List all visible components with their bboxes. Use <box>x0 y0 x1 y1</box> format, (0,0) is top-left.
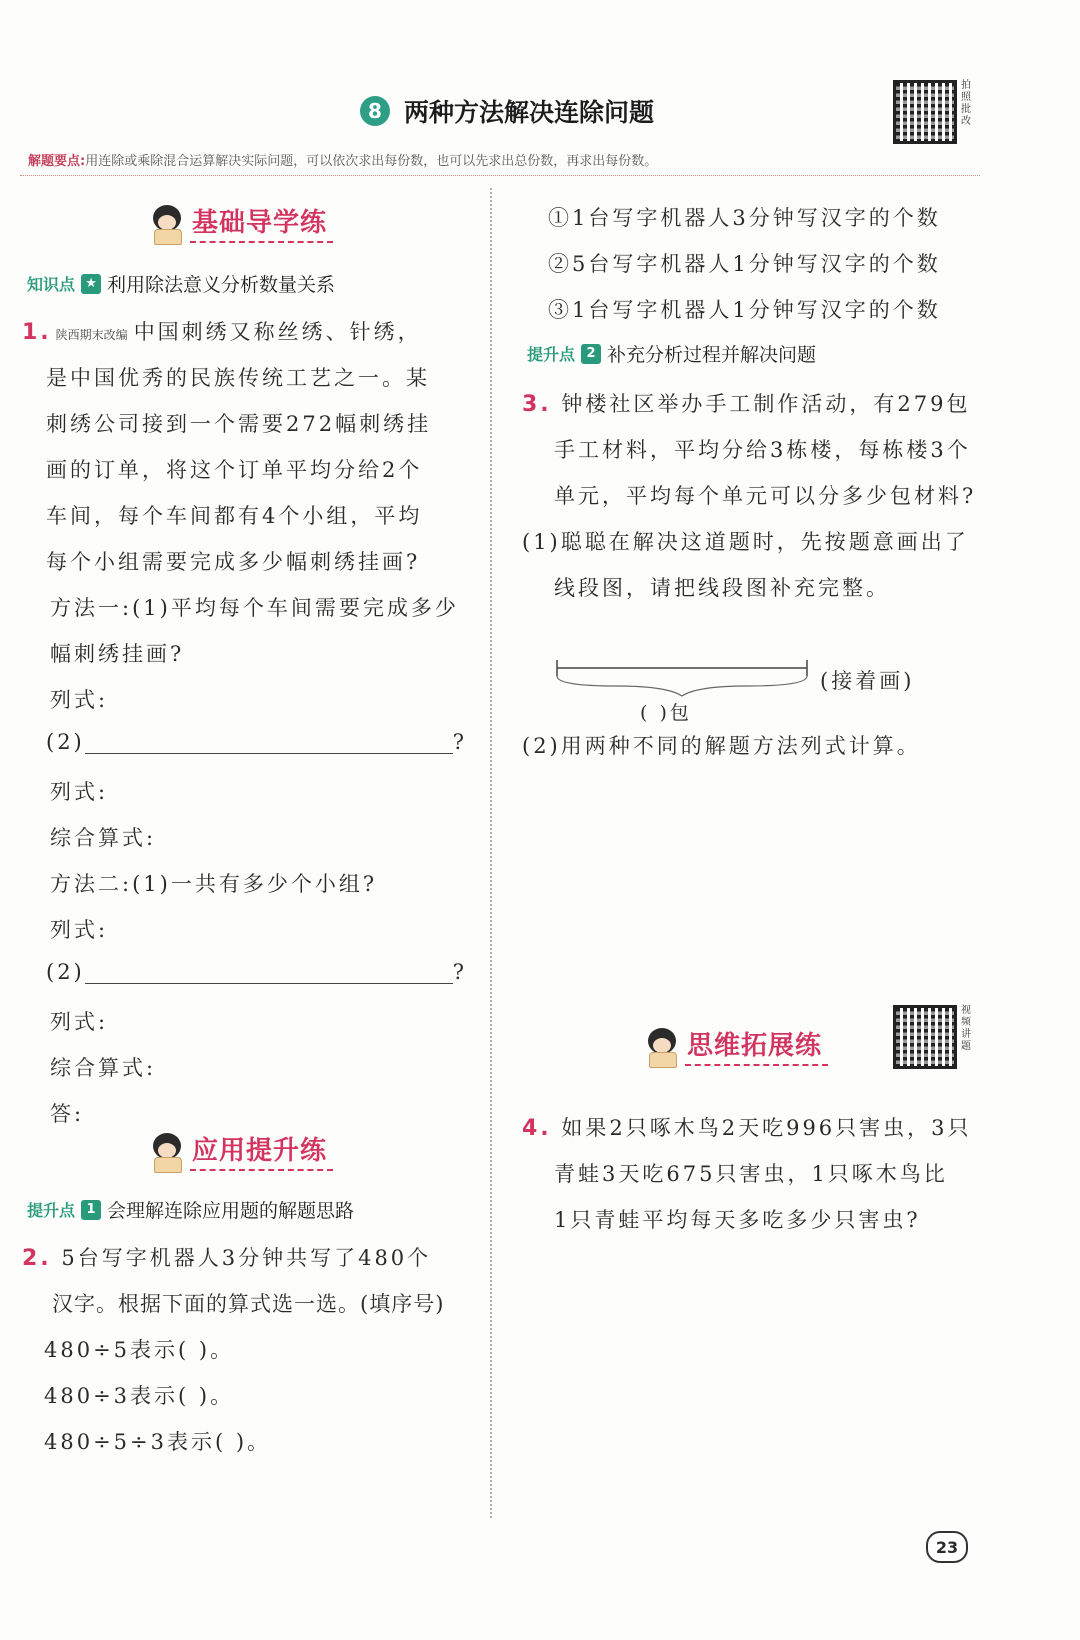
method2-q2: (2) ? <box>46 960 468 984</box>
qr-label: 视频讲题 <box>961 1005 971 1052</box>
header-divider <box>20 175 980 176</box>
qr-code-icon[interactable] <box>893 80 957 144</box>
mascot-icon <box>150 205 184 243</box>
section-number-badge: 8 <box>360 96 390 126</box>
q1-source-tag: 陕西期末改编 <box>55 328 128 342</box>
method1-q1: 方法一:(1)平均每个车间需要完成多少 <box>50 596 459 620</box>
q4-first-line: 4. 如果2只啄木鸟2天吃996只害虫，3只 <box>522 1116 972 1141</box>
q3-part1: (1)聪聪在解决这道题时，先按题意画出了 <box>522 530 969 554</box>
q3-part2: (2)用两种不同的解题方法列式计算。 <box>522 734 921 758</box>
q2-option-1: ①1台写字机器人3分钟写汉字的个数 <box>548 206 941 230</box>
qr-label: 拍照批改 <box>961 80 971 127</box>
fill-blank[interactable] <box>85 733 453 754</box>
knowledge-tag-1: 知识点 ★ 利用除法意义分析数量关系 <box>27 274 336 296</box>
column-divider <box>490 188 492 1518</box>
banner-extend <box>645 1025 828 1066</box>
q2-option-2: ②5台写字机器人1分钟写汉字的个数 <box>548 252 941 276</box>
page-title: 两种方法解决连除问题 <box>404 98 655 127</box>
lesson-title <box>360 93 654 129</box>
tip-line <box>28 150 657 169</box>
q2-option-3: ③1台写字机器人1分钟写汉字的个数 <box>548 298 941 322</box>
knowledge-tag-2: 提升点 1 会理解连除应用题的解题思路 <box>27 1200 355 1222</box>
mascot-icon <box>150 1133 184 1171</box>
mascot-icon <box>645 1028 679 1066</box>
q2-first-line: 2. 5台写字机器人3分钟共写了480个 <box>22 1246 432 1271</box>
method1-q2: (2) ? <box>46 730 468 754</box>
combined-formula-label: 综合算式: <box>50 826 157 850</box>
formula-label: 列式: <box>50 688 109 712</box>
knowledge-tag-3: 提升点 2 补充分析过程并解决问题 <box>527 344 817 366</box>
q2-formula-3: 480÷5÷3表示( )。 <box>44 1430 272 1454</box>
fill-blank[interactable] <box>85 963 453 984</box>
banner-apply-text: 应用提升练 <box>190 1130 333 1171</box>
banner-basic <box>150 202 333 243</box>
segment-note: (接着画) <box>820 669 915 693</box>
tip-label: 解题要点: <box>28 154 86 169</box>
q1-first-line: 1. 陕西期末改编 中国刺绣又称丝绣、针绣， <box>22 320 422 345</box>
page-number: 23 <box>926 1531 968 1563</box>
segment-diagram[interactable] <box>555 660 815 700</box>
star-icon: ★ <box>81 274 101 294</box>
answer-label: 答: <box>50 1102 85 1126</box>
tip-text: 用连除或乘除混合运算解决实际问题，可以依次求出每份数，也可以先求出总份数，再求出每份数。 <box>85 154 658 169</box>
method2-q1: 方法二:(1)一共有多少个小组? <box>50 872 378 896</box>
q3-first-line: 3. 钟楼社区举办手工制作活动，有279包 <box>522 392 971 417</box>
qr-code-icon[interactable] <box>893 1005 957 1069</box>
q2-formula-1: 480÷5表示( )。 <box>44 1338 235 1362</box>
banner-basic-text: 基础导学练 <box>190 202 333 243</box>
banner-extend-text: 思维拓展练 <box>685 1025 828 1066</box>
qr-block-top[interactable] <box>893 80 975 144</box>
workbook-page: 8 两种方法解决连除问题 拍照批改 解题要点:用连除或乘除混合运算解决实际问题，可以依次求出每份数，也可以先求出总份数，再求出每份数。 基础导学练 知识点 ★ 利用除法意义分析数量关系 1. 陕西期末改编 中国刺绣又称丝绣、针绣， 是中国优秀的民族传统工艺之一。某 刺绣公司接到一个需要272幅刺绣挂 画的订单，将这个订单平均分给2个 车间，每个车间都有4个小组，平均 每个小组需要完成多少幅刺绣挂画? 方法一:(1)平均每个车间需要完成多少 幅刺绣挂画? 列式: (2) ? 列式: 综合算式: 方法二:(1)一共有多少个小组? 列式: (2) ? 列式: 综合算式: 答: 应用提升练 提升点 1 会理解连除应用题的解题思路 2. 5台写字机器人3分钟共写了480个 汉字。根据下面的算式选一选。(填序号) 480÷5表示( )。 480÷3表示( )。 480÷5÷3表示( )。 ①1台写字机器人3分钟写汉字的个数 ②5台写字机器人1分钟写汉字的个数 ③1台写字机器人1分钟写汉字的个数 提升点 2 补充分析过程并解决问题 3. 钟楼社区举办手工制作活动，有279包 手工材料，平均分给3栋楼，每栋楼3个 单元，平均每个单元可以分多少包材料? (1)聪聪在解决这道题时，先按题意画出了 线段图，请把线段图补充完整。 (接着画) ( )包 (2)用两种不同的解题方法列式计算。 思维拓展练 视频讲题 4. 如果2只啄木鸟2天吃996只害虫，3只 青蛙3天吃675只害虫，1只啄木鸟比 1只青蛙平均每天多吃多少只害虫? 23 <box>0 0 1080 1640</box>
q2-formula-2: 480÷3表示( )。 <box>44 1384 235 1408</box>
banner-apply <box>150 1130 333 1171</box>
segment-label: ( )包 <box>640 702 692 724</box>
qr-block-bottom[interactable] <box>893 1005 975 1069</box>
